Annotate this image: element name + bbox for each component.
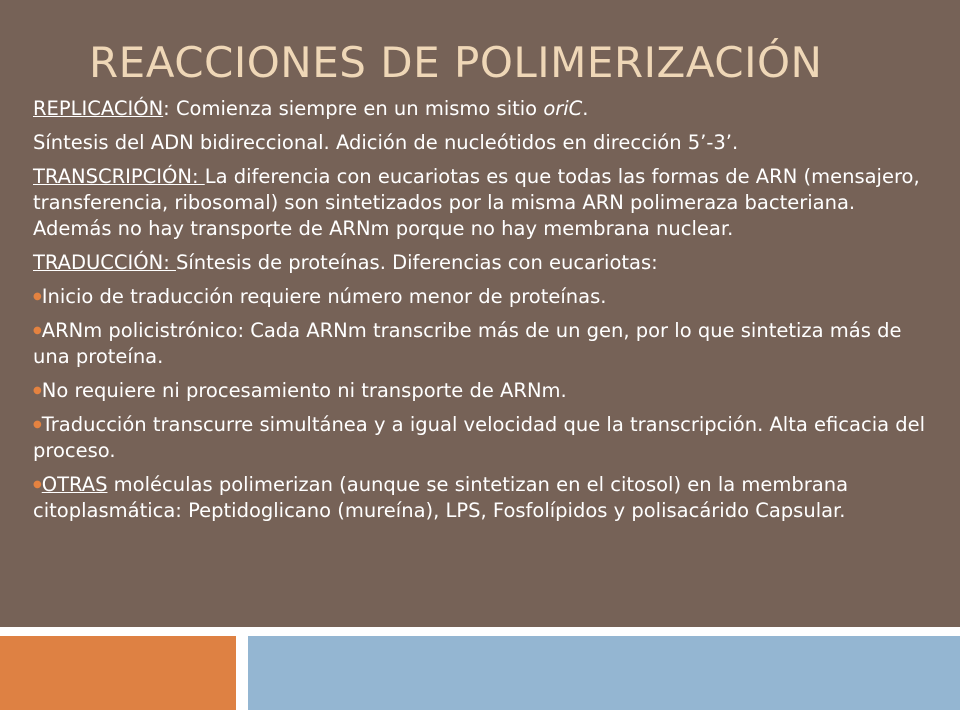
bullet-item bbox=[33, 378, 933, 404]
bullet-item bbox=[33, 318, 933, 370]
heading-traduccion: TRADUCCIÓN: bbox=[33, 251, 176, 274]
bullet-text: No requiere ni procesamiento ni transporte de ARNm. bbox=[41, 379, 567, 402]
bullet-text: moléculas polimerizan (aunque se sintetizan en el citosol) en la membrana citoplasmática: Peptidoglicano (mureína), LPS, Fosfolípidos y polisacárido Capsular. bbox=[33, 473, 849, 522]
bullet-dot-icon: ● bbox=[33, 325, 42, 336]
bullet-text: Traducción transcurre simultánea y a igual velocidad que la transcripción. Alta eficacia del proceso. bbox=[33, 413, 926, 462]
paragraph-transcripcion bbox=[33, 164, 933, 242]
paragraph-sintesis-adn bbox=[33, 130, 933, 156]
slide-body bbox=[33, 96, 933, 532]
heading-transcripcion: TRANSCRIPCIÓN: bbox=[33, 165, 205, 188]
text-traduccion: Síntesis de proteínas. Diferencias con eucariotas: bbox=[175, 251, 658, 274]
text-oric: oriC bbox=[543, 97, 583, 120]
bullet-dot-icon: ● bbox=[33, 291, 42, 302]
bullet-text: Inicio de traducción requiere número menor de proteínas. bbox=[41, 285, 607, 308]
heading-replicacion: REPLICACIÓN bbox=[33, 97, 164, 120]
bullet-dot-icon: ● bbox=[33, 479, 42, 490]
bullet-item bbox=[33, 412, 933, 464]
bullet-text: ARNm policistrónico: Cada ARNm transcribe más de un gen, por lo que sintetiza más de una proteína. bbox=[33, 319, 902, 368]
bullet-dot-icon: ● bbox=[33, 385, 42, 396]
footer-divider bbox=[0, 627, 960, 636]
heading-otras: OTRAS bbox=[41, 473, 108, 496]
paragraph-replicacion bbox=[33, 96, 933, 122]
text-replicacion: : Comienza siempre en un mismo sitio bbox=[163, 97, 544, 120]
paragraph-traduccion bbox=[33, 250, 933, 276]
bullet-item bbox=[33, 472, 933, 524]
footer-orange-bar bbox=[0, 636, 236, 710]
slide-title: REACCIONES DE POLIMERIZACIÓN bbox=[89, 38, 823, 87]
bullet-item bbox=[33, 284, 933, 310]
text-replicacion-tail: . bbox=[582, 97, 589, 120]
text-sintesis-adn: Síntesis del ADN bidireccional. Adición de nucleótidos en dirección 5’-3’. bbox=[33, 131, 739, 154]
text-transcripcion: La diferencia con eucariotas es que todas las formas de ARN (mensajero, transferencia, ribosomal) son sintetizados por la misma ARN polimeraza bacteriana. Además no hay transporte de ARNm porque no hay membrana nuclear. bbox=[33, 165, 920, 240]
footer-blue-bar bbox=[248, 636, 960, 710]
bullet-dot-icon: ● bbox=[33, 419, 42, 430]
